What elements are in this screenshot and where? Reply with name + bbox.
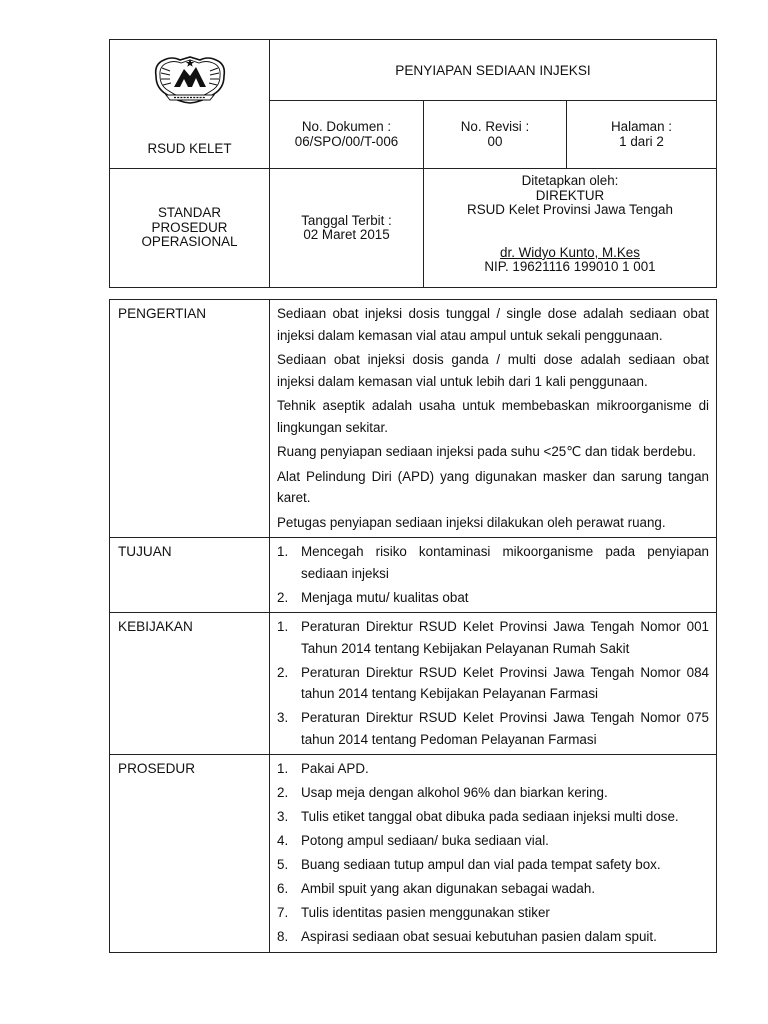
page-cell: [567, 101, 717, 169]
document-number-label: No. Dokumen :: [301, 119, 392, 135]
item-number: 1.: [277, 761, 289, 776]
approver-organization: RSUD Kelet Provinsi Jawa Tengah: [467, 202, 673, 218]
pengertian-content: [270, 300, 717, 538]
list-item: [277, 902, 709, 924]
list-item: [277, 830, 709, 852]
central-java-emblem-icon: [150, 54, 230, 106]
list-item: [277, 878, 709, 900]
item-number: 6.: [277, 881, 289, 896]
item-number: 5.: [277, 857, 289, 872]
item-number: 2.: [277, 785, 289, 800]
item-text: Pakai APD.: [301, 761, 369, 776]
section-row-kebijakan: [110, 613, 717, 755]
approver-role: DIREKTUR: [535, 187, 605, 203]
list-item: [277, 707, 709, 750]
approved-by-label: Ditetapkan oleh:: [521, 173, 619, 188]
spo-title-cell: [110, 169, 270, 288]
revision-value: 00: [487, 133, 503, 149]
signer-name: dr. Widyo Kunto, M.Kes: [500, 244, 640, 260]
list-item: [277, 587, 709, 609]
document-number-value: 06/SPO/00/T-006: [294, 133, 399, 149]
pengertian-paragraph: Sediaan obat injeksi dosis tunggal / single dose adalah sediaan obat injeksi dalam kemasan vial atau ampul untuk sekali penggunaan.: [277, 306, 709, 343]
hospital-name: RSUD KELET: [147, 141, 232, 156]
list-item: [277, 806, 709, 828]
pengertian-paragraph: Alat Pelindung Diri (APD) yang digunakan masker dan sarung tangan karet.: [277, 468, 709, 505]
section-row-pengertian: [110, 300, 717, 538]
item-text: Tulis etiket tanggal obat dibuka pada sediaan injeksi multi dose.: [301, 809, 679, 824]
item-number: 8.: [277, 929, 289, 944]
list-item: [277, 854, 709, 876]
spo-line-3: OPERASIONAL: [141, 234, 238, 250]
list-item: [277, 758, 709, 780]
list-item: [277, 541, 709, 584]
pengertian-paragraph: Ruang penyiapan sediaan injeksi pada suhu <25℃ dan tidak berdebu.: [277, 444, 696, 459]
section-label: KEBIJAKAN: [110, 613, 270, 755]
issue-date-value: 02 Maret 2015: [303, 227, 390, 242]
page-label: Halaman :: [610, 119, 673, 135]
item-text: Mencegah risiko kontaminasi mikoorganisme pada penyiapan sediaan injeksi: [301, 544, 709, 581]
item-number: 1.: [277, 544, 289, 559]
list-item: [277, 926, 709, 948]
spo-line-1: STANDAR: [158, 204, 221, 220]
list-item: [277, 782, 709, 804]
procedure-content-table: [109, 299, 717, 953]
section-row-prosedur: [110, 755, 717, 953]
document-number-cell: [270, 101, 424, 169]
item-number: 3.: [277, 809, 289, 824]
issue-date-cell: [270, 169, 424, 288]
approval-cell: [424, 169, 717, 288]
hospital-identity-cell: [110, 40, 270, 169]
item-number: 2.: [277, 589, 289, 605]
page-value: 1 dari 2: [619, 133, 664, 149]
item-text: Buang sediaan tutup ampul dan vial pada tempat safety box.: [301, 857, 661, 872]
section-row-tujuan: [110, 538, 717, 613]
item-text: Peraturan Direktur RSUD Kelet Provinsi Jawa Tengah Nomor 075 tahun 2014 tentang Pedoman Pelayanan Farmasi: [301, 710, 709, 747]
pengertian-paragraph: Tehnik aseptik adalah usaha untuk membebaskan mikroorganisme di lingkungan sekitar.: [277, 398, 709, 435]
item-text: Ambil spuit yang akan digunakan sebagai wadah.: [301, 881, 596, 896]
document-header-table: [109, 39, 717, 288]
section-label: TUJUAN: [110, 538, 270, 613]
tujuan-content: [270, 538, 717, 613]
revision-label: No. Revisi :: [460, 119, 530, 135]
pengertian-paragraph: Petugas penyiapan sediaan injeksi dilakukan oleh perawat ruang.: [277, 514, 666, 530]
pengertian-paragraph: Sediaan obat injeksi dosis ganda / multi dose adalah sediaan obat injeksi dalam kemasan vial untuk lebih dari 1 kali penggunaan.: [277, 352, 709, 389]
item-text: Peraturan Direktur RSUD Kelet Provinsi Jawa Tengah Nomor 084 tahun 2014 tentang Kebijakan Pelayanan Farmasi: [301, 664, 709, 701]
spo-line-2: PROSEDUR: [151, 219, 228, 235]
section-label: PROSEDUR: [110, 755, 270, 953]
item-number: 3.: [277, 710, 289, 725]
item-text: Menjaga mutu/ kualitas obat: [301, 589, 469, 605]
signer-nip: NIP. 19621116 199010 1 001: [484, 259, 656, 275]
issue-date-label: Tanggal Terbit :: [301, 212, 392, 228]
item-number: 1.: [277, 619, 289, 634]
document-title: PENYIAPAN SEDIAAN INJEKSI: [270, 40, 717, 101]
item-text: Peraturan Direktur RSUD Kelet Provinsi Jawa Tengah Nomor 001 Tahun 2014 tentang Kebijakan Pelayanan Rumah Sakit: [301, 619, 709, 656]
revision-cell: [424, 101, 567, 169]
list-item: [277, 616, 709, 659]
item-text: Tulis identitas pasien menggunakan stiker: [301, 905, 550, 920]
item-number: 7.: [277, 905, 289, 920]
section-label: PENGERTIAN: [110, 300, 270, 538]
list-item: [277, 662, 709, 705]
item-number: 4.: [277, 833, 289, 848]
item-text: Usap meja dengan alkohol 96% dan biarkan kering.: [301, 785, 608, 800]
item-text: Potong ampul sediaan/ buka sediaan vial.: [301, 833, 549, 848]
prosedur-content: [270, 755, 717, 953]
item-text: Aspirasi sediaan obat sesuai kebutuhan pasien dalam spuit.: [301, 929, 657, 944]
kebijakan-content: [270, 613, 717, 755]
item-number: 2.: [277, 664, 289, 680]
